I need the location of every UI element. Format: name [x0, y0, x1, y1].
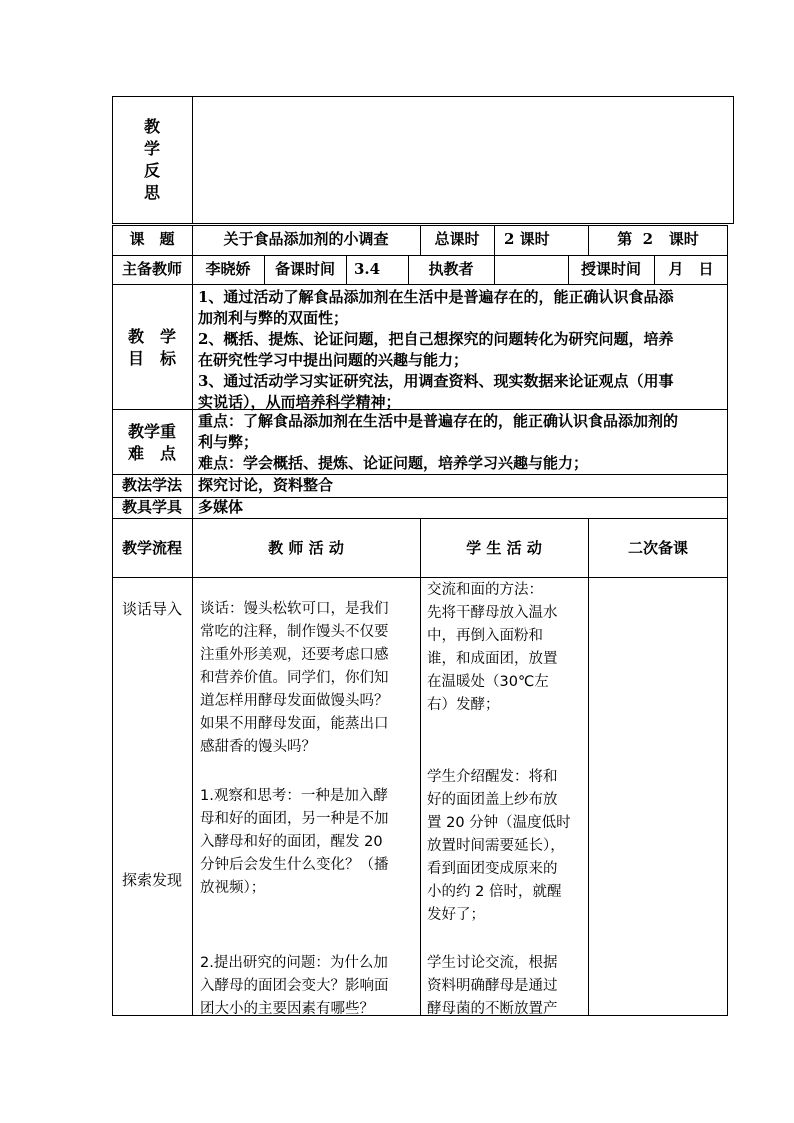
teacher-line: 注重外形美观，还要考虑口感	[200, 647, 389, 663]
goals-label: 教 学 目 标	[127, 327, 176, 368]
student-line: 谁，和成面团，放置	[427, 651, 558, 667]
student-line: 置 20 分钟（温度低时	[427, 815, 571, 831]
teacher-line: 道怎样用酵母发面做馒头吗？	[200, 693, 389, 709]
goal-line: 3、通过活动学习实证研究法，用调查资料、现实数据来论证观点（用事	[198, 372, 674, 390]
flow-header-student: 学 生 活 动	[466, 539, 542, 557]
key-point-line: 利与弊；	[198, 433, 259, 451]
reflection-box	[112, 96, 734, 224]
student-line: 好的面团盖上纱布放	[427, 792, 558, 808]
key-point-line: 重点：了解食品添加剂在生活中是普遍存在的，能正确认识食品添加剂的	[198, 412, 679, 430]
total-hours-label: 总课时	[434, 230, 480, 248]
student-line: 放置时间需要延长），	[427, 838, 565, 854]
teacher-line: 入酵母的面团会变大？影响面	[200, 978, 389, 994]
student-line: 中，再倒入面粉和	[427, 628, 543, 644]
goals-text	[198, 287, 726, 413]
teacher-activity-question	[200, 952, 416, 1021]
student-line: 右）发酵；	[427, 697, 500, 713]
teacher-label: 执教者	[428, 260, 474, 278]
reflection-label: 教 学 反 思	[143, 117, 160, 202]
teacher-line: 谈话：馒头松软可口，是我们	[200, 601, 389, 617]
lead-teacher-value: 李晓娇	[205, 260, 251, 278]
teacher-line: 入酵母和好的面团，醒发 20	[200, 834, 383, 850]
teacher-line: 放视频）；	[200, 880, 266, 896]
goal-line: 实说话），从而培养科学精神；	[198, 393, 401, 411]
student-line: 发好了；	[427, 907, 485, 923]
stage-explore: 探索发现	[121, 871, 182, 889]
teacher-line: 母和好的面团，另一种是不加	[200, 811, 389, 827]
student-line: 学生讨论交流，根据	[427, 955, 558, 971]
student-line: 学生介绍醒发：将和	[427, 769, 558, 785]
student-line: 小的约 2 倍时，就醒	[427, 884, 562, 900]
teacher-line: 感甜香的馒头吗？	[200, 739, 316, 755]
student-line: 酵母菌的不断放置产	[427, 1001, 558, 1017]
goal-line: 1、通过活动了解食品添加剂在生活中是普遍存在的，能正确认识食品添	[198, 288, 674, 306]
goal-line: 2、概括、提炼、论证问题，把自己想探究的问题转化为研究问题，培养	[198, 330, 674, 348]
methods-value: 探究讨论，资料整合	[198, 476, 334, 494]
lead-teacher-label: 主备教师	[121, 260, 182, 278]
key-point-line: 难点：学会概括、提炼、论证问题，培养学习兴趣与能力；	[198, 454, 589, 472]
key-points-text	[198, 411, 726, 474]
flow-header-process: 教学流程	[121, 539, 182, 557]
prep-time-label: 备课时间	[274, 260, 335, 278]
flow-header-second-prep: 二次备课	[627, 539, 688, 557]
student-line: 资料明确酵母是通过	[427, 978, 558, 994]
goal-line: 在研究性学习中提出问题的兴趣与能力；	[198, 351, 469, 369]
prep-time-value: 3.4	[354, 260, 381, 278]
lesson-number: 第 2 课时	[617, 230, 699, 248]
topic-label: 课 题	[129, 230, 175, 248]
teacher-line: 分钟后会发生什么变化？（播	[200, 857, 389, 873]
key-points-label: 教学重 难 点	[127, 422, 176, 463]
teacher-line: 团大小的主要因素有哪些？	[200, 1001, 374, 1017]
student-line: 交流和面的方法：	[427, 582, 543, 598]
tools-value: 多媒体	[198, 498, 244, 516]
teacher-activity-intro	[200, 598, 416, 759]
student-line: 在温暖处（30℃左	[427, 674, 549, 690]
stage-intro: 谈话导入	[121, 600, 182, 618]
student-line: 先将干酵母放入温水	[427, 605, 558, 621]
topic-value: 关于食品添加剂的小调查	[223, 230, 389, 248]
student-activity-proofing	[427, 766, 585, 927]
teacher-activity-observe	[200, 785, 416, 900]
teacher-line: 和营养价值。同学们，你们知	[200, 670, 389, 686]
class-time-value: 月 日	[668, 260, 714, 278]
reflection-divider	[192, 96, 193, 224]
teacher-line: 如果不用酵母发面，能蒸出口	[200, 716, 389, 732]
student-activity-method	[427, 579, 585, 717]
teacher-line: 2.提出研究的问题：为什么加	[200, 955, 388, 971]
student-line: 看到面团变成原来的	[427, 861, 558, 877]
teacher-line: 常吃的注释，制作馒头不仅要	[200, 624, 389, 640]
student-activity-discussion	[427, 952, 585, 1021]
class-time-label: 授课时间	[580, 260, 641, 278]
goal-line: 加剂利与弊的双面性；	[198, 309, 349, 327]
flow-header-teacher: 教 师 活 动	[268, 539, 344, 557]
methods-label: 教法学法	[121, 476, 182, 494]
tools-label: 教具学具	[121, 498, 182, 516]
total-hours-value: 2 课时	[504, 230, 550, 248]
teacher-line: 1.观察和思考：一种是加入酵	[200, 788, 388, 804]
